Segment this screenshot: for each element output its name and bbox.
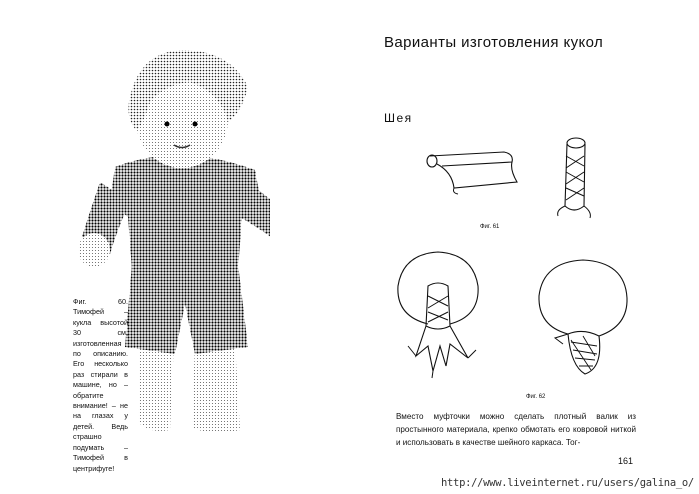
watermark-url: http://www.liveinternet.ru/users/galina_o/ xyxy=(441,477,694,489)
fig62-label: Фиг. 62 xyxy=(526,394,546,400)
fig60-caption: Фиг. 60. Тимофей – кукла высотой 30 см, изготовленная по описанию. Его несколько раз стирали в машине, но – обратите внимание! – не на глазах у детей. Ведь страшно подумать – Тимофей в центрифуге! xyxy=(73,297,128,473)
fig61-rolled-fabric xyxy=(422,148,522,198)
fig62-wrapped-head xyxy=(533,256,633,386)
fig61-label: Фиг. 61 xyxy=(480,224,500,230)
page-title: Варианты изготовления кукол xyxy=(384,34,604,51)
fig61-wrapped-roll xyxy=(548,136,598,220)
section-heading: Шея xyxy=(384,111,413,125)
body-paragraph: Вместо муфточки можно сделать плотный валик из простынного материала, крепко обмотать его ковровой ниткой и использовать в качестве шейного каркаса. Тог- xyxy=(396,412,636,447)
fig62-head-with-neck xyxy=(388,246,488,386)
page-number: 161 xyxy=(618,456,634,466)
